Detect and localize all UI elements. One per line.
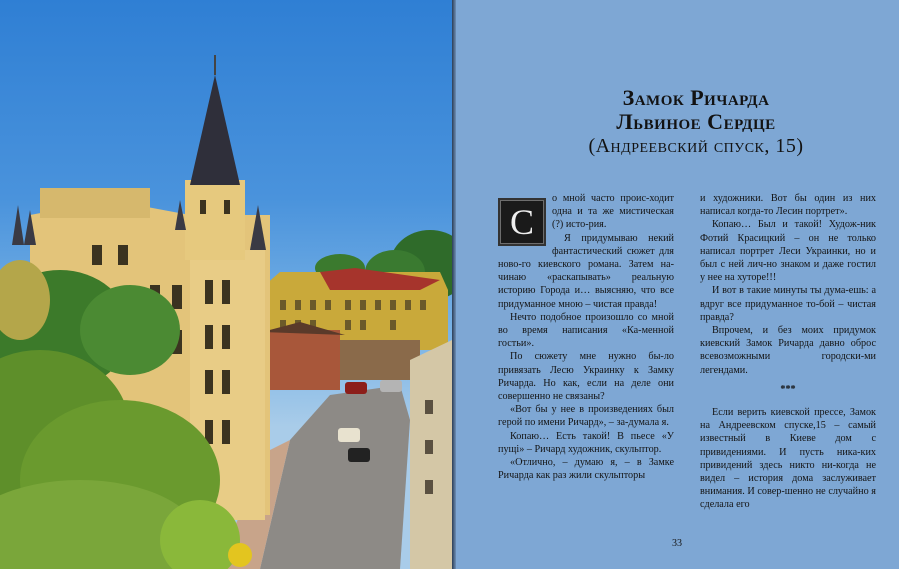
text-column-1 <box>498 192 674 482</box>
paragraph: «Вот бы у нее в произведениях был герой по имени Ричард», – за-думала я. <box>498 404 674 429</box>
chapter-title <box>516 86 876 158</box>
paragraph: Нечто подобное произошло со мной во время написания «Ка-менной гостьи». <box>498 311 674 350</box>
page-number: 33 <box>672 538 682 549</box>
paragraph: По сюжету мне нужно бы-ло привязать Лесю Украинку к Замку Ричарда. Но как, если на деле они совершенно не связаны? <box>498 351 674 403</box>
text-page <box>456 0 899 569</box>
paragraph: И вот в такие минуты ты дума-ешь: а вдруг все придуманное то-бой – чистая правда? <box>700 285 876 323</box>
drop-cap: С <box>498 198 546 246</box>
paragraph: Если верить киевской прессе, Замок на Андреевском спуске,15 – самый известный в Киеве дом с привидениями. И пусть ника-ких привидений здесь никто ни-когда не видел – история дома заслуживает внимания. И совер-шенно не случайно я сделала его <box>700 407 876 511</box>
title-line-3: (Андреевский спуск, 15) <box>588 135 804 157</box>
paragraph: о мной часто проис-ходит одна и та же мистическая (?) исто-рия. <box>552 193 674 231</box>
paragraph: и художники. Вот бы один из них написал когда-то Лесин портрет». <box>700 193 876 218</box>
title-line-2: Львиное Сердце <box>616 109 776 134</box>
text-column-2 <box>700 192 876 512</box>
section-separator: *** <box>780 383 796 395</box>
paragraph: Впрочем, и без моих придумок киевский Замок Ричарда давно оброс всевозможными городски-ми легендами. <box>700 325 876 376</box>
paragraph: Я придумываю некий фантастический сюжет для ново-го киевского романа. Затем на-чинаю «раскапывать» реальную историю Города и… выясняю, что все придуманное мною – чистая правда! <box>498 232 674 310</box>
title-line-1: Замок Ричарда <box>622 85 770 110</box>
paragraph: «Отлично, – думаю я, – в Замке Ричарда как раз жили скульпторы <box>498 457 674 482</box>
paragraph: Копаю… Был и такой! Худож-ник Фотий Красицкий – он не только написал портрет Леси Украинки, но и был с ней лич-но знаком и даже гостил у нее на хуторе!!! <box>700 219 876 284</box>
paragraph: Копаю… Есть такой! В пьесе «У пущі» – Ричард художник, скульптор. <box>498 430 674 455</box>
